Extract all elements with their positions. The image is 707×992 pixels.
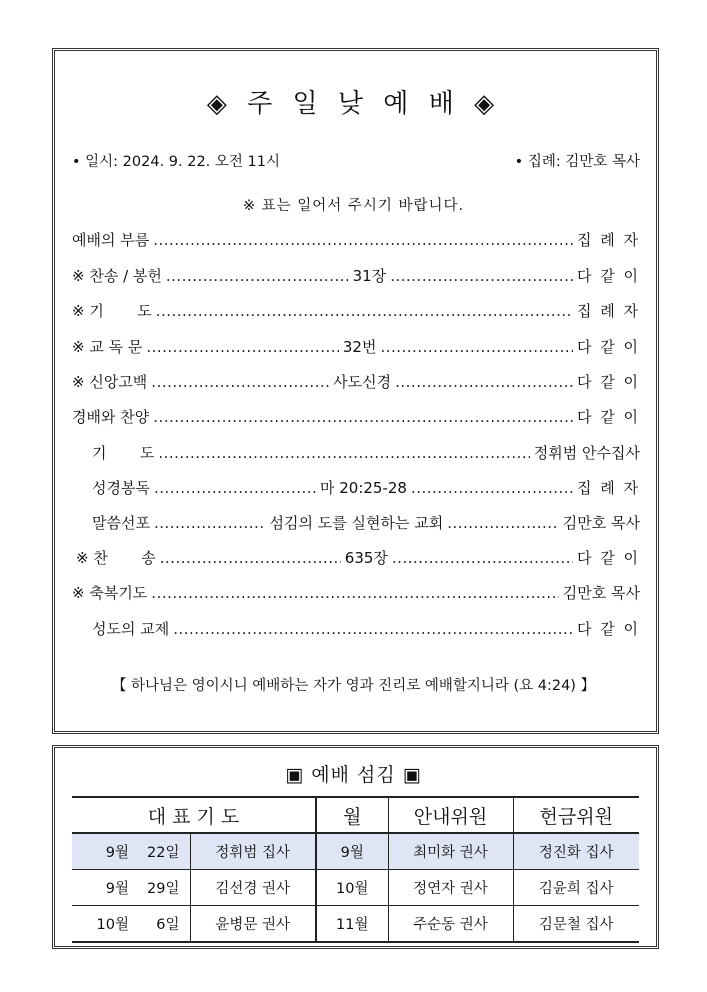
- order-item: [72, 336, 640, 358]
- order-item-leader: 다 같 이: [576, 338, 640, 356]
- leader-dots: [156, 302, 573, 320]
- order-item-leader: 집 례 자: [576, 231, 640, 249]
- leader-dots: [173, 620, 573, 638]
- order-item-label: 성도의 교제: [92, 620, 170, 638]
- order-item-label: 경배와 찬양: [72, 408, 150, 426]
- roster-month: 9월: [316, 833, 388, 870]
- prayer-month: 9월: [72, 833, 130, 870]
- order-item-leader: 다 같 이: [576, 620, 640, 638]
- worship-leader: • 집례: 김만호 목사: [514, 154, 640, 170]
- leader-dots: [392, 549, 573, 567]
- order-item: [92, 618, 640, 640]
- header-usher: 안내위원: [388, 797, 513, 833]
- leader-dots: [447, 514, 559, 532]
- leader-dots: [411, 479, 573, 497]
- order-item: [72, 300, 640, 322]
- order-item-label: 말씀선포: [92, 514, 150, 532]
- offering-person: 김윤희 집사: [513, 870, 639, 906]
- prayer-person: 김선경 권사: [190, 870, 316, 906]
- standing-notice: ※ 표는 일어서 주시기 바랍니다.: [242, 198, 465, 214]
- roster-month: 10월: [316, 870, 388, 906]
- table-row: [72, 870, 639, 906]
- order-item-label: 예배의 부름: [72, 231, 150, 249]
- order-item: [92, 512, 640, 534]
- leader-dots: [151, 584, 558, 602]
- order-item-leader: 김만호 목사: [562, 514, 640, 532]
- header-month: 월: [316, 797, 388, 833]
- order-item-label: 기 도: [92, 444, 155, 462]
- prayer-day: 29일: [130, 870, 190, 906]
- order-item: [72, 265, 640, 287]
- order-item: [72, 229, 640, 251]
- table-header-row: [72, 797, 639, 833]
- order-item-detail: 635장: [344, 549, 388, 567]
- prayer-day: 6일: [130, 906, 190, 943]
- leader-dots: [390, 267, 573, 285]
- order-item-label: 성경봉독: [92, 479, 150, 497]
- prayer-month: 9월: [72, 870, 130, 906]
- header-offering: 헌금위원: [513, 797, 639, 833]
- offering-person: 정진화 집사: [513, 833, 639, 870]
- leader-dots: [154, 479, 316, 497]
- order-item-detail: 섬김의 도를 실현하는 교회: [269, 514, 444, 532]
- order-item-detail: 마 20:25-28: [319, 479, 407, 497]
- order-item-detail: 32번: [342, 338, 377, 356]
- service-table: [72, 796, 639, 943]
- table-row: [72, 833, 639, 870]
- order-item: [92, 477, 640, 499]
- scripture-verse: 【 하나님은 영이시니 예배하는 자가 영과 진리로 예배할지니라 (요 4:24) 】: [111, 678, 596, 694]
- order-item-label: ※ 찬송 / 봉헌: [72, 267, 162, 285]
- order-item: [72, 406, 640, 428]
- order-item-label: ※ 축복기도: [72, 584, 148, 602]
- leader-dots: [380, 338, 573, 356]
- order-item: [76, 547, 640, 569]
- usher-person: 최미화 권사: [388, 833, 513, 870]
- leader-dots: [146, 338, 339, 356]
- order-item-detail: 31장: [352, 267, 387, 285]
- order-item-detail: 사도신경: [333, 373, 392, 391]
- leader-dots: [151, 373, 329, 391]
- leader-dots: [166, 267, 349, 285]
- worship-title: ◈ 주 일 낮 예 배 ◈: [206, 89, 501, 119]
- order-item-leader: 집 례 자: [576, 479, 640, 497]
- service-title: ▣ 예배 섬김 ▣: [285, 764, 422, 786]
- leader-dots: [154, 514, 266, 532]
- worship-date: • 일시: 2024. 9. 22. 오전 11시: [72, 154, 280, 170]
- table-row: [72, 906, 639, 943]
- order-item-leader: 정휘범 안수집사: [533, 444, 640, 462]
- usher-person: 주순동 권사: [388, 906, 513, 943]
- prayer-person: 정휘범 집사: [190, 833, 316, 870]
- leader-dots: [153, 231, 573, 249]
- order-item-label: ※ 찬 송: [76, 549, 156, 567]
- leader-dots: [158, 444, 529, 462]
- order-item-leader: 다 같 이: [576, 408, 640, 426]
- leader-dots: [153, 408, 573, 426]
- order-item-label: ※ 교 독 문: [72, 338, 143, 356]
- leader-dots: [395, 373, 573, 391]
- order-item: [72, 582, 640, 604]
- prayer-day: 22일: [130, 833, 190, 870]
- order-item: [92, 442, 640, 464]
- order-item-leader: 다 같 이: [576, 549, 640, 567]
- order-item-label: ※ 기 도: [72, 302, 152, 320]
- order-item-leader: 집 례 자: [576, 302, 640, 320]
- order-item-leader: 다 같 이: [576, 373, 640, 391]
- order-item-leader: 김만호 목사: [562, 584, 640, 602]
- leader-dots: [160, 549, 341, 567]
- prayer-month: 10월: [72, 906, 130, 943]
- order-item-label: ※ 신앙고백: [72, 373, 148, 391]
- offering-person: 김문철 집사: [513, 906, 639, 943]
- usher-person: 정연자 권사: [388, 870, 513, 906]
- header-prayer: 대 표 기 도: [72, 797, 316, 833]
- order-item-leader: 다 같 이: [576, 267, 640, 285]
- order-item: [72, 371, 640, 393]
- prayer-person: 윤병문 권사: [190, 906, 316, 943]
- roster-month: 11월: [316, 906, 388, 943]
